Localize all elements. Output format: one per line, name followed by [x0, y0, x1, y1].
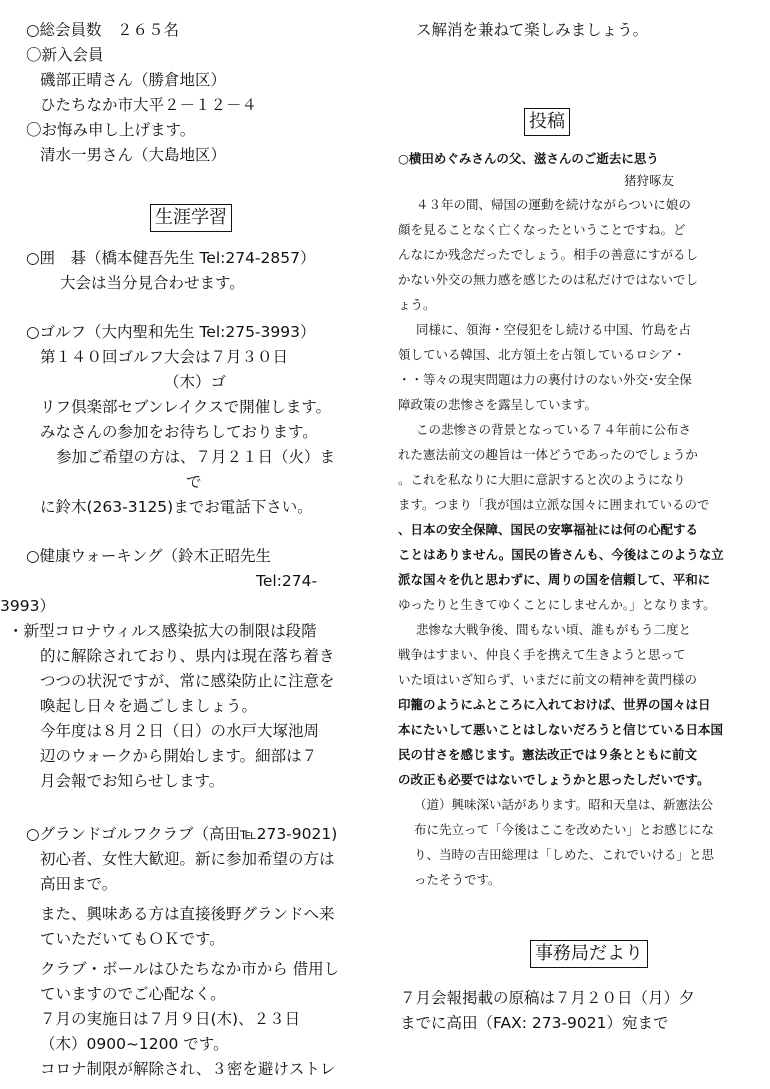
ground-golf-line: ていますのでご心配なく。 [40, 985, 226, 1003]
ground-golf-line: コロナ制限が解除され、３密を避けストレ [40, 1060, 336, 1078]
go-heading: ○囲 碁（橋本健吾先生 Tel:274-2857） [26, 249, 316, 267]
walking-heading: ○健康ウォーキング（鈴木正昭先生 [26, 547, 271, 565]
walking-line: 喚起し日々を過ごしましょう。 [40, 697, 258, 715]
section-title-lifelong-learning: 生涯学習 [150, 204, 232, 232]
article-line: 同様に、領海・空侵犯をし続ける中国、竹島を占 [416, 322, 692, 337]
article-line: 悲惨な大戦争後、間もない頃、誰もがもう二度と [416, 622, 692, 637]
walking-line: 月会報でお知らせします。 [40, 772, 225, 790]
article-line: り、当時の吉田総理は「しめた、これでいける」と思 [414, 847, 715, 862]
article-line: ょう。 [398, 297, 436, 312]
article-line: ・・等々の現実問題は力の裏付けのない外交･安全保 [398, 372, 692, 387]
golf-line: リフ倶楽部セブンレイクスで開催します。 [40, 398, 332, 416]
walking-line: ・新型コロナウィルス感染拡大の制限は段階 [8, 622, 317, 640]
section-title-office-news: 事務局だより [530, 940, 648, 968]
new-member-name: 磯部正晴さん（勝倉地区） [40, 71, 227, 89]
article-line: れた憲法前文の趣旨は一体どうであったのでしょうか [398, 447, 698, 462]
article-subject: ○横田めぐみさんの父、滋さんのご逝去に思う [398, 151, 659, 166]
article-line: 本にたいして悪いことはしないだろうと信じている日本国 [398, 722, 724, 737]
golf-line: で [186, 473, 202, 491]
walking-tel: Tel:274- [256, 572, 318, 590]
golf-line: （木）ゴ [164, 373, 227, 391]
office-line: までに高田（FAX: 273-9021）宛まで [400, 1014, 669, 1032]
article-line: ４３年の間、帰国の運動を続けながらついに娘の [416, 197, 691, 212]
golf-line: みなさんの参加をお待ちしております。 [40, 423, 318, 441]
ground-golf-line: クラブ・ボールはひたちなか市から 借用し [40, 960, 340, 978]
article-line: ったそうです。 [414, 872, 501, 887]
new-members-heading: 〇新入会員 [26, 46, 104, 64]
article-line: 戦争はすまい、仲良く手を携えて生きようと思って [398, 647, 686, 662]
golf-line: 第１４０回ゴルフ大会は７月３０日 [40, 348, 289, 366]
continued-text: ス解消を兼ねて楽しみましょう。 [416, 21, 649, 39]
article-line: の改正も必要ではないでしょうかと思ったしだいです。 [398, 772, 710, 787]
walking-line: つつの状況ですが、常に感染防止に注意を [40, 672, 335, 690]
section-title-contribution: 投稿 [524, 108, 570, 136]
office-line: ７月会報掲載の原稿は７月２０日（月）夕 [400, 989, 695, 1007]
article-line: 領している韓国、北方領土を占領しているロシア・ [398, 347, 686, 362]
article-line: （道）興味深い話があります。昭和天皇は、新憲法公 [414, 797, 714, 812]
article-line: かない外交の無力感を感じたのは私だけではないでし [398, 272, 699, 287]
walking-line: 今年度は８月２日（日）の水戸大塚池周 [40, 722, 320, 740]
walking-line: 的に解除されており、県内は現在落ち着き [40, 647, 335, 665]
article-line: ます。つまり「我が国は立派な国々に囲まれているので [398, 497, 710, 512]
member-count: ○総会員数 ２６５名 [26, 21, 180, 39]
article-line: 民の甘さを感じます。憲法改正では９条とともに前文 [398, 747, 698, 762]
article-line: 、日本の安全保障、国民の安寧福祉には何の心配する [398, 522, 699, 537]
article-line: 印籠のようにふところに入れておけば、世界の国々は日 [398, 697, 711, 712]
ground-golf-heading: ○グランドゴルフクラブ（高田℡273-9021) [26, 825, 338, 843]
golf-heading: ○ゴルフ（大内聖和先生 Tel:275-3993） [26, 323, 316, 341]
ground-golf-line: ７月の実施日は７月９日(木)、２３日 [40, 1010, 301, 1028]
article-line: 派な国々を仇と思わずに、周りの国を信頼して、平和に [398, 572, 711, 587]
walking-tel: 3993） [0, 597, 55, 615]
walking-line: 辺のウォークから開始します。細部は７ [40, 747, 318, 765]
article-line: いた頃はいざ知らず、いまだに前文の精神を黄門様の [398, 672, 698, 687]
article-line: 布に先立って「今後はここを改めたい」とお感じにな [414, 822, 715, 837]
go-text: 大会は当分見合わせます。 [60, 274, 245, 292]
article-line: んなにか残念だったでしょう。相手の善意にすがるし [398, 247, 699, 262]
golf-line: に鈴木(263-3125)までお電話下さい。 [40, 498, 313, 516]
article-line: 障政策の悲惨さを露呈しています。 [398, 397, 598, 412]
ground-golf-line: 初心者、女性大歓迎。新に参加希望の方は [40, 850, 335, 868]
ground-golf-line: また、興味ある方は直接後野グランドへ来 [40, 905, 335, 923]
condolence-name: 清水一男さん（大島地区） [40, 146, 227, 164]
article-line: 顔を見ることなく亡くなったということですね。ど [398, 222, 686, 237]
ground-golf-line: ていただいてもＯＫです。 [40, 930, 225, 948]
golf-line: 参加ご希望の方は、７月２１日（火）ま [56, 448, 336, 466]
article-line: 。これを私なりに大胆に意訳すると次のようになり [398, 472, 686, 487]
new-member-address: ひたちなか市大平２－１２－４ [40, 96, 258, 114]
article-line: ゆったりと生きてゆくことにしませんか。」となります。 [398, 597, 716, 612]
ground-golf-line: （木）0900~1200 です。 [40, 1035, 229, 1053]
condolence-heading: 〇お悔み申し上げます。 [26, 121, 196, 139]
article-line: ことはありません。国民の皆さんも、今後はこのような立 [398, 547, 724, 562]
ground-golf-line: 高田まで。 [40, 875, 118, 893]
article-line: この悲惨さの背景となっている７４年前に公布さ [416, 422, 692, 437]
article-author: 猪狩啄友 [624, 173, 675, 188]
